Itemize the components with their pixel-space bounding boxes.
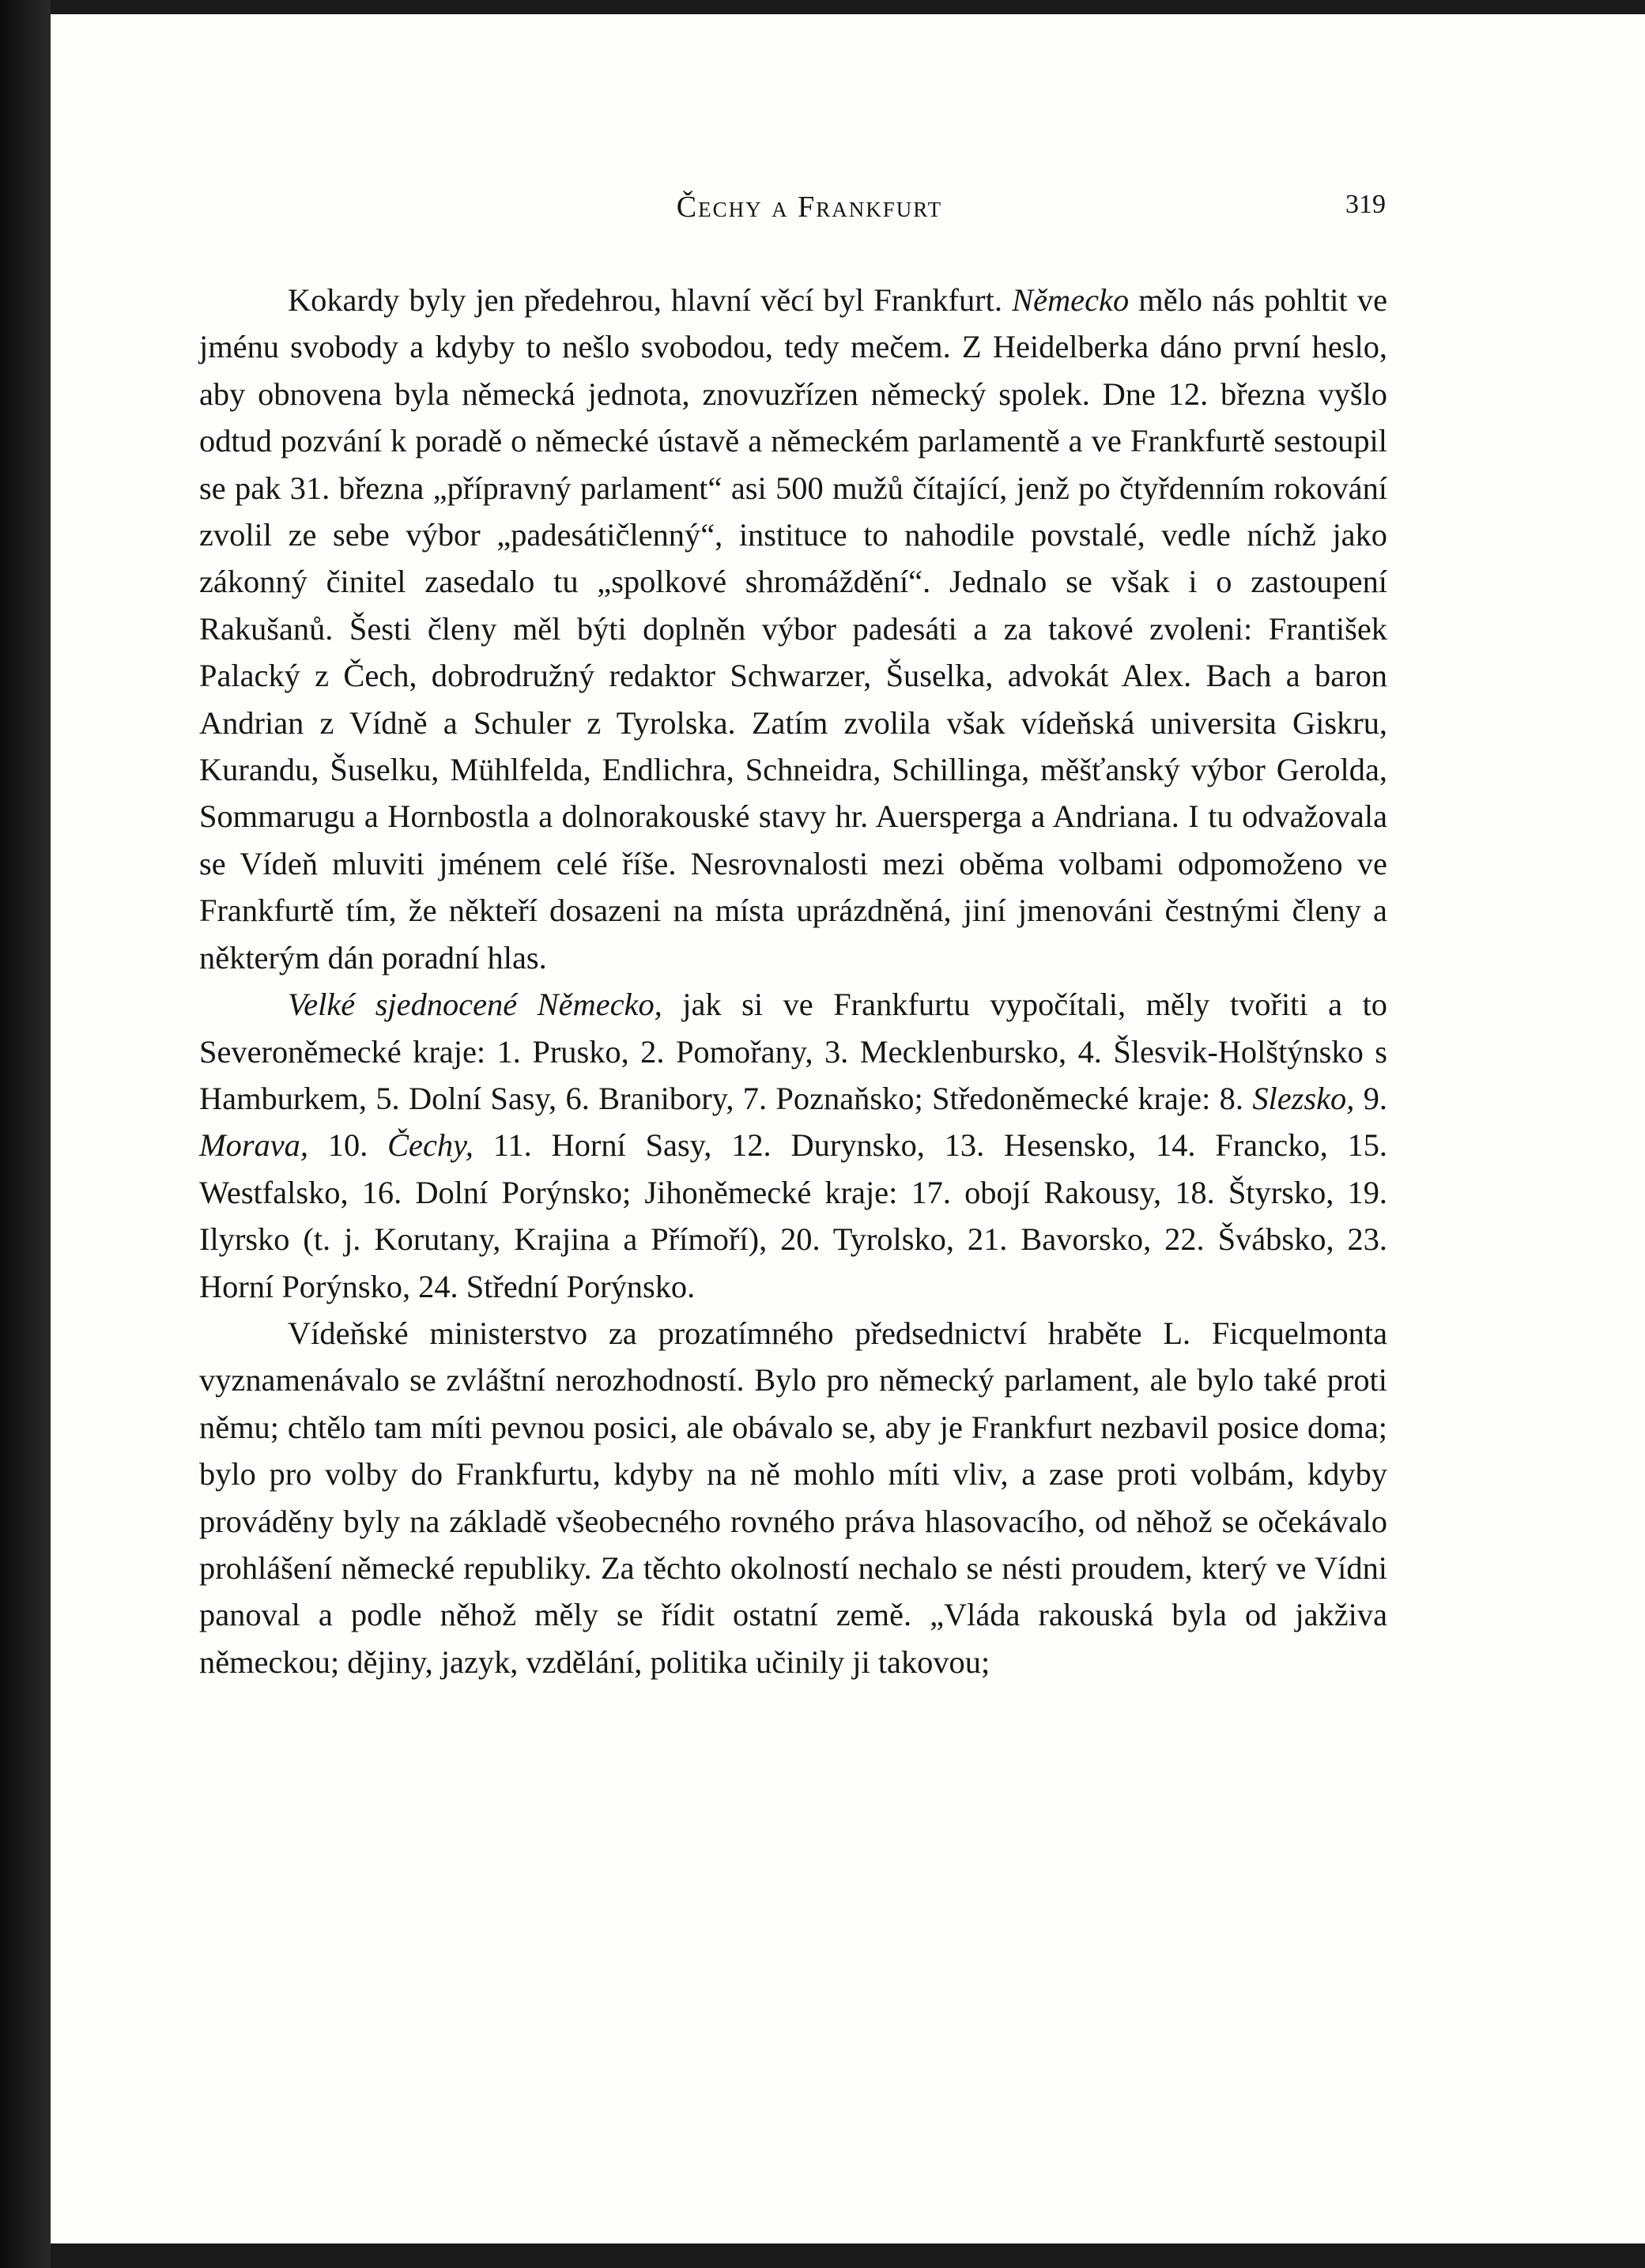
italic-run: Velké sjednocené Německo, <box>288 987 662 1023</box>
text-run: 9. <box>1354 1080 1387 1116</box>
text-run: Kokardy byly jen předehrou, hlavní věcí byl Frankfurt. <box>288 282 1013 318</box>
text-run: 11. Horní Sasy, 12. Durynsko, 13. Hesensko, 14. Francko, 15. Westfalsko, 16. Dolní Porýnsko; Jihoněmecké kraje: 17. obojí Rakousy, 18. Štyrsko, 19. Ilyrsko (t. j. Korutany, Krajina a Přímoří), 20. Tyrolsko, 21. Bavorsko, 22. Švábsko, 23. Horní Porýnsko, 24. Střední Porýnsko. <box>199 1127 1388 1304</box>
paragraph <box>199 981 1387 1310</box>
italic-run: Německo <box>1012 282 1130 318</box>
body-text <box>199 277 1387 1685</box>
book-page <box>51 14 1645 2243</box>
italic-run: Slezsko, <box>1252 1080 1355 1116</box>
text-run: Vídeňské ministerstvo za prozatímného předsednictví hraběte L. Ficquelmonta vyznamenávalo se zvláštní nerozhodností. Bylo pro německý parlament, ale bylo také proti němu; chtělo tam míti pevnou posici, ale obávalo se, aby je Frankfurt nezbavil posice doma; bylo pro volby do Frankfurtu, kdyby na ně mohlo míti vliv, a zase proti volbám, kdyby prováděny byly na základě všeobecného rovného práva hlasovacího, od něhož se očekávalo prohlášení německé republiky. Za těchto okolností nechalo se nésti proudem, který ve Vídni panoval a podle něhož měly se řídit ostatní země. „Vláda rakouská byla od jakživa německou; dějiny, jazyk, vzdělání, politika učinily ji takovou; <box>199 1315 1387 1680</box>
text-run: jak si ve Frankfurtu vypočítali, měly tvořiti a to Severoněmecké kraje: 1. Prusko, 2. Pomořany, 3. Mecklenbursko, 4. Šlesvik-Holštýnsko s Hamburkem, 5. Dolní Sasy, 6. Branibory, 7. Poznaňsko; Středoněmecké kraje: 8. <box>199 987 1387 1116</box>
italic-run: Morava, <box>199 1127 308 1164</box>
italic-run: Čechy, <box>387 1127 474 1164</box>
paragraph <box>199 1310 1387 1685</box>
page-number: 319 <box>1345 190 1386 219</box>
paragraph <box>199 277 1387 981</box>
running-title: Čechy a Frankfurt <box>676 191 943 224</box>
text-run: mělo nás pohltit ve jménu svobody a kdyby to nešlo svobodou, tedy mečem. Z Heidelberka dáno první heslo, aby obnovena byla německá jednota, znovuzřízen německý spolek. Dne 12. března vyšlo odtud pozvání k poradě o německé ústavě a německém parlamentě a ve Frankfurtě sestoupil se pak 31. března „přípravný parlament“ asi 500 mužů čítající, jenž po čtyřdenním rokování zvolil ze sebe výbor „padesátičlenný“, instituce to nahodile povstalé, vedle níchž jako zákonný činitel zasedalo tu „spolkové shromáždění“. Jednalo se však i o zastoupení Rakušanů. Šesti členy měl býti doplněn výbor padesáti a za takové zvoleni: František Palacký z Čech, dobrodružný redaktor Schwarzer, Šuselka, advokát Alex. Bach a baron Andrian z Vídně a Schuler z Tyrolska. Zatím zvolila však vídeňská universita Giskru, Kurandu, Šuselku, Mühlfelda, Endlichra, Schneidra, Schillinga, měšťanský výbor Gerolda, Sommarugu a Hornbostla a dolnorakouské stavy hr. Auersperga a Andriana. I tu odvažovala se Vídeň mluviti jménem celé říše. Nesrovnalosti mezi oběma volbami odpomoženo ve Frankfurtě tím, že někteří dosazeni na místa uprázdněná, jiní jmenováni čestnými členy a některým dán poradní hlas. <box>199 282 1387 976</box>
text-run: 10. <box>307 1127 388 1164</box>
book-spine-shadow <box>0 0 51 2268</box>
page-header <box>51 190 1645 237</box>
